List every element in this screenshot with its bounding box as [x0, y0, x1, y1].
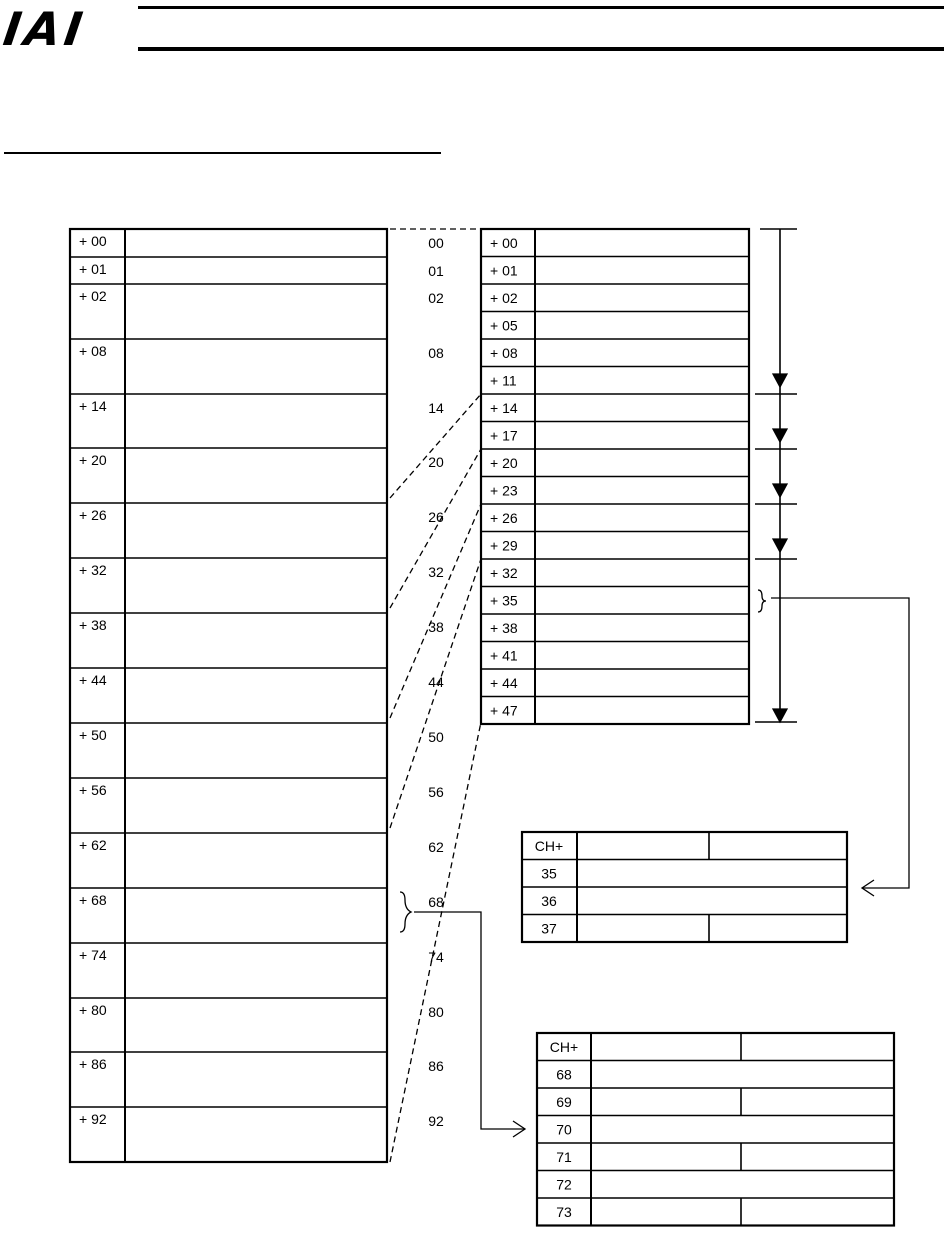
right-offset-label: + 32 — [490, 565, 518, 581]
left-offset-label: + 86 — [79, 1056, 107, 1072]
down-arrow-head — [773, 539, 787, 552]
middle-number-label: 68 — [428, 894, 444, 910]
right-offset-label: + 38 — [490, 620, 518, 636]
right-offset-label: + 01 — [490, 262, 518, 279]
middle-number-label: 44 — [428, 674, 444, 690]
right-offset-label: + 47 — [490, 702, 518, 719]
channel-table-1-row-label: 35 — [541, 865, 557, 882]
middle-number-label: 01 — [428, 263, 444, 279]
middle-number-label: 38 — [428, 619, 444, 635]
iai-logo: IAI — [0, 2, 90, 56]
left-offset-label: + 01 — [79, 261, 107, 277]
middle-number-label: 32 — [428, 564, 444, 580]
left-offset-label: + 74 — [79, 947, 107, 963]
right-offset-label: + 44 — [490, 675, 518, 691]
connector-line — [771, 598, 909, 888]
middle-number-label: 00 — [428, 235, 444, 251]
channel-table-2-row-label: 69 — [556, 1094, 572, 1110]
left-offset-label: + 32 — [79, 562, 107, 578]
curly-brace — [400, 892, 411, 932]
down-arrow-head — [773, 429, 787, 442]
right-offset-label: + 29 — [490, 537, 518, 554]
channel-table-2-row-label: 68 — [556, 1066, 572, 1083]
channel-table-1-row-label: 37 — [541, 920, 557, 937]
channel-table-2-row-label: 73 — [556, 1204, 572, 1220]
right-offset-label: + 41 — [490, 647, 518, 664]
channel-table-2-row-label: 70 — [556, 1121, 572, 1138]
left-offset-label: + 92 — [79, 1111, 107, 1127]
middle-number-label: 20 — [428, 454, 444, 470]
left-offset-label: + 38 — [79, 617, 107, 633]
left-offset-label: + 20 — [79, 452, 107, 468]
left-offset-label: + 62 — [79, 837, 107, 853]
down-arrow-head — [773, 709, 787, 722]
left-offset-label: + 14 — [79, 398, 107, 414]
left-offset-label: + 56 — [79, 782, 107, 798]
left-offset-label: + 26 — [79, 507, 107, 523]
channel-table-1-row-label: 36 — [541, 893, 557, 909]
channel-table-2-row-label: 71 — [556, 1149, 572, 1165]
left-offset-label: + 68 — [79, 892, 107, 908]
down-arrow-head — [773, 374, 787, 387]
left-offset-label: + 80 — [79, 1002, 107, 1018]
middle-number-label: 50 — [428, 729, 444, 745]
right-offset-label: + 20 — [490, 455, 518, 471]
left-offset-label: + 50 — [79, 727, 107, 743]
curly-brace — [758, 590, 766, 612]
right-offset-label: + 08 — [490, 345, 518, 361]
left-offset-label: + 08 — [79, 343, 107, 359]
left-table-border — [70, 229, 387, 1162]
left-offset-label: + 00 — [79, 233, 107, 249]
right-offset-label: + 14 — [490, 400, 518, 416]
middle-number-label: 80 — [428, 1004, 444, 1020]
middle-number-label: 74 — [428, 949, 444, 965]
middle-number-label: 92 — [428, 1113, 444, 1129]
middle-number-label: 14 — [428, 400, 444, 416]
right-offset-label: + 02 — [490, 290, 518, 306]
left-offset-label: + 02 — [79, 288, 107, 304]
middle-number-label: 56 — [428, 784, 444, 800]
channel-table-2-row-label: 72 — [556, 1176, 572, 1193]
dashed-mapping-line — [390, 449, 481, 608]
right-offset-label: + 23 — [490, 482, 518, 499]
middle-number-label: 62 — [428, 839, 444, 855]
right-offset-label: + 35 — [490, 592, 518, 609]
middle-number-label: 08 — [428, 345, 444, 361]
middle-number-label: 26 — [428, 509, 444, 525]
middle-number-label: 86 — [428, 1058, 444, 1074]
connector-line — [414, 912, 525, 1129]
right-offset-label: + 00 — [490, 235, 518, 251]
middle-number-label: 02 — [428, 290, 444, 306]
left-offset-label: + 44 — [79, 672, 107, 688]
right-offset-label: + 05 — [490, 317, 518, 334]
right-offset-label: + 11 — [490, 372, 517, 389]
channel-table-1-header: CH+ — [534, 838, 564, 854]
channel-table-2-header: CH+ — [549, 1039, 579, 1055]
right-offset-label: + 26 — [490, 510, 518, 526]
down-arrow-head — [773, 484, 787, 497]
right-offset-label: + 17 — [490, 427, 518, 444]
